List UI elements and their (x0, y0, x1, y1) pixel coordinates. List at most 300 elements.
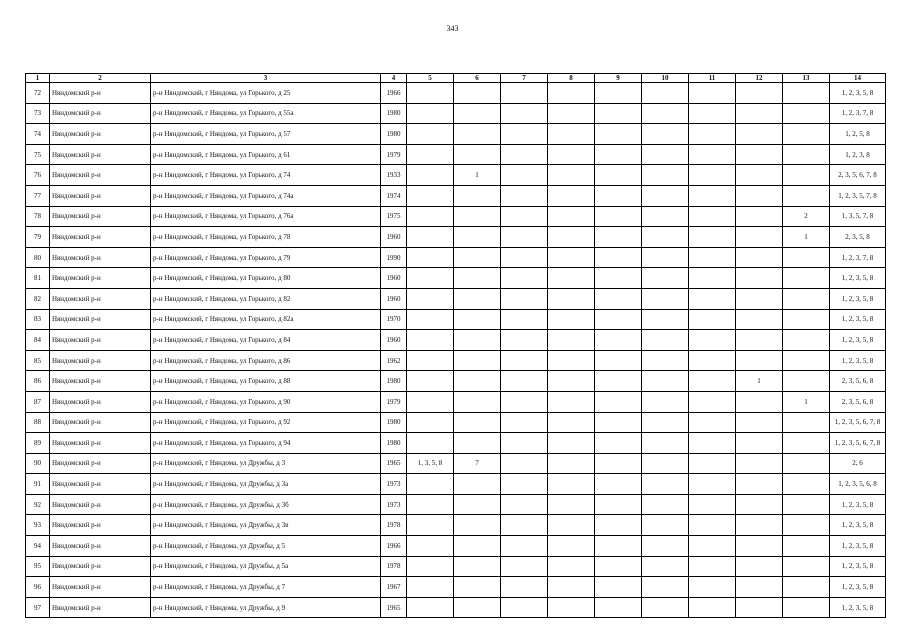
column-header-10: 10 (642, 74, 689, 83)
col11-cell (689, 185, 736, 206)
col7-cell (501, 577, 548, 598)
col8-cell (548, 371, 595, 392)
codes-cell: 1, 2, 3, 5, 7, 8 (830, 185, 886, 206)
col11-cell (689, 391, 736, 412)
col12-cell (736, 83, 783, 104)
col8-cell (548, 556, 595, 577)
codes-cell: 1, 2, 3, 5, 6, 7, 8 (830, 433, 886, 454)
col12-cell (736, 144, 783, 165)
codes-cell: 1, 2, 3, 7, 8 (830, 247, 886, 268)
data-table (25, 73, 886, 618)
codes-cell: 1, 2, 3, 5, 8 (830, 597, 886, 618)
col5-cell (407, 124, 454, 145)
col5-cell (407, 309, 454, 330)
col5-cell (407, 185, 454, 206)
district-cell: Няндомский р-н (50, 227, 151, 248)
col6-cell (454, 124, 501, 145)
col7-cell (501, 227, 548, 248)
col12-cell (736, 494, 783, 515)
col13-cell (783, 288, 830, 309)
address-cell: р-н Няндомский, г Няндома, ул Горького, д 78 (151, 227, 381, 248)
address-cell: р-н Няндомский, г Няндома, ул Горького, д 94 (151, 433, 381, 454)
col7-cell (501, 330, 548, 351)
col11-cell (689, 83, 736, 104)
col9-cell (595, 247, 642, 268)
row-number: 74 (26, 124, 50, 145)
year-cell: 1990 (381, 247, 407, 268)
col8-cell (548, 227, 595, 248)
col13-cell (783, 124, 830, 145)
col9-cell (595, 144, 642, 165)
col13-cell (783, 536, 830, 557)
address-cell: р-н Няндомский, г Няндома, ул Дружбы, д 9 (151, 597, 381, 618)
col11-cell (689, 144, 736, 165)
table-row (26, 227, 886, 248)
row-number: 78 (26, 206, 50, 227)
col6-cell (454, 330, 501, 351)
col13-cell: 1 (783, 391, 830, 412)
col11-cell (689, 206, 736, 227)
col11-cell (689, 350, 736, 371)
col9-cell (595, 206, 642, 227)
col10-cell (642, 371, 689, 392)
col11-cell (689, 288, 736, 309)
column-header-12: 12 (736, 74, 783, 83)
col5-cell (407, 288, 454, 309)
col12-cell (736, 556, 783, 577)
row-number: 95 (26, 556, 50, 577)
col10-cell (642, 185, 689, 206)
column-header-6: 6 (454, 74, 501, 83)
row-number: 77 (26, 185, 50, 206)
page-number: 343 (446, 24, 459, 33)
col5-cell (407, 165, 454, 186)
district-cell: Няндомский р-н (50, 453, 151, 474)
col11-cell (689, 577, 736, 598)
col5-cell (407, 597, 454, 618)
col7-cell (501, 453, 548, 474)
col5-cell: 1, 3, 5, 8 (407, 453, 454, 474)
col12-cell (736, 433, 783, 454)
year-cell: 1980 (381, 412, 407, 433)
col11-cell (689, 515, 736, 536)
col12-cell (736, 391, 783, 412)
column-header-7: 7 (501, 74, 548, 83)
col9-cell (595, 371, 642, 392)
col13-cell (783, 309, 830, 330)
col12-cell (736, 268, 783, 289)
col9-cell (595, 288, 642, 309)
col6-cell (454, 515, 501, 536)
col10-cell (642, 597, 689, 618)
row-number: 96 (26, 577, 50, 598)
year-cell: 1960 (381, 288, 407, 309)
year-cell: 1960 (381, 330, 407, 351)
codes-cell: 1, 2, 3, 5, 8 (830, 556, 886, 577)
district-cell: Няндомский р-н (50, 433, 151, 454)
col12-cell (736, 474, 783, 495)
col13-cell (783, 474, 830, 495)
row-number: 91 (26, 474, 50, 495)
col5-cell (407, 494, 454, 515)
col8-cell (548, 309, 595, 330)
year-cell: 1962 (381, 350, 407, 371)
row-number: 75 (26, 144, 50, 165)
address-cell: р-н Няндомский, г Няндома, ул Дружбы, д 5 (151, 536, 381, 557)
year-cell: 1970 (381, 309, 407, 330)
col11-cell (689, 103, 736, 124)
col6-cell (454, 288, 501, 309)
row-number: 86 (26, 371, 50, 392)
col13-cell (783, 597, 830, 618)
col12-cell (736, 288, 783, 309)
col11-cell (689, 597, 736, 618)
row-number: 84 (26, 330, 50, 351)
col9-cell (595, 124, 642, 145)
col13-cell (783, 515, 830, 536)
col10-cell (642, 103, 689, 124)
col12-cell (736, 103, 783, 124)
col7-cell (501, 371, 548, 392)
col9-cell (595, 309, 642, 330)
col8-cell (548, 350, 595, 371)
col5-cell (407, 412, 454, 433)
column-header-4: 4 (381, 74, 407, 83)
table-row (26, 371, 886, 392)
year-cell: 1973 (381, 474, 407, 495)
col6-cell (454, 206, 501, 227)
year-cell: 1978 (381, 515, 407, 536)
codes-cell: 1, 2, 3, 5, 8 (830, 350, 886, 371)
row-number: 72 (26, 83, 50, 104)
district-cell: Няндомский р-н (50, 83, 151, 104)
codes-cell: 1, 2, 3, 5, 8 (830, 494, 886, 515)
col8-cell (548, 577, 595, 598)
codes-cell: 1, 3, 5, 7, 8 (830, 206, 886, 227)
col6-cell (454, 268, 501, 289)
col7-cell (501, 391, 548, 412)
district-cell: Няндомский р-н (50, 371, 151, 392)
col7-cell (501, 124, 548, 145)
col9-cell (595, 391, 642, 412)
address-cell: р-н Няндомский, г Няндома, ул Горького, д 88 (151, 371, 381, 392)
col7-cell (501, 268, 548, 289)
col8-cell (548, 247, 595, 268)
col12-cell (736, 536, 783, 557)
col12-cell (736, 453, 783, 474)
table-row (26, 309, 886, 330)
col6-cell (454, 227, 501, 248)
col6-cell (454, 83, 501, 104)
col9-cell (595, 227, 642, 248)
year-cell: 1975 (381, 206, 407, 227)
col7-cell (501, 433, 548, 454)
col9-cell (595, 103, 642, 124)
col11-cell (689, 309, 736, 330)
year-cell: 1966 (381, 83, 407, 104)
year-cell: 1980 (381, 371, 407, 392)
table-row (26, 536, 886, 557)
col10-cell (642, 494, 689, 515)
col5-cell (407, 536, 454, 557)
address-cell: р-н Няндомский, г Няндома, ул Дружбы, д 3 (151, 453, 381, 474)
codes-cell: 1, 2, 5, 8 (830, 124, 886, 145)
col13-cell (783, 556, 830, 577)
address-cell: р-н Няндомский, г Няндома, ул Дружбы, д 3б (151, 494, 381, 515)
address-cell: р-н Няндомский, г Няндома, ул Горького, д 61 (151, 144, 381, 165)
col7-cell (501, 474, 548, 495)
col9-cell (595, 515, 642, 536)
col13-cell (783, 144, 830, 165)
col13-cell (783, 494, 830, 515)
col8-cell (548, 515, 595, 536)
col6-cell (454, 144, 501, 165)
col6-cell (454, 412, 501, 433)
row-number: 87 (26, 391, 50, 412)
col12-cell (736, 330, 783, 351)
col9-cell (595, 597, 642, 618)
col7-cell (501, 536, 548, 557)
col11-cell (689, 227, 736, 248)
col7-cell (501, 144, 548, 165)
year-cell: 1980 (381, 433, 407, 454)
row-number: 81 (26, 268, 50, 289)
address-cell: р-н Няндомский, г Няндома, ул Горького, д 80 (151, 268, 381, 289)
table-row (26, 391, 886, 412)
district-cell: Няндомский р-н (50, 556, 151, 577)
table-row (26, 206, 886, 227)
codes-cell: 1, 2, 3, 5, 8 (830, 515, 886, 536)
col13-cell (783, 412, 830, 433)
col10-cell (642, 556, 689, 577)
col5-cell (407, 350, 454, 371)
col11-cell (689, 124, 736, 145)
col5-cell (407, 330, 454, 351)
col7-cell (501, 247, 548, 268)
col8-cell (548, 536, 595, 557)
column-header-11: 11 (689, 74, 736, 83)
column-header-1: 1 (26, 74, 50, 83)
col8-cell (548, 124, 595, 145)
header-row (26, 74, 886, 83)
col13-cell (783, 577, 830, 598)
table-row (26, 268, 886, 289)
col11-cell (689, 268, 736, 289)
col7-cell (501, 597, 548, 618)
col9-cell (595, 556, 642, 577)
col11-cell (689, 247, 736, 268)
col11-cell (689, 330, 736, 351)
codes-cell: 1, 2, 3, 5, 6, 7, 8 (830, 412, 886, 433)
column-header-2: 2 (50, 74, 151, 83)
table-row (26, 453, 886, 474)
col10-cell (642, 536, 689, 557)
col7-cell (501, 103, 548, 124)
col8-cell (548, 597, 595, 618)
table-row (26, 103, 886, 124)
col5-cell (407, 474, 454, 495)
col8-cell (548, 474, 595, 495)
address-cell: р-н Няндомский, г Няндома, ул Горького, д 82 (151, 288, 381, 309)
year-cell: 1979 (381, 144, 407, 165)
col9-cell (595, 268, 642, 289)
table-row (26, 515, 886, 536)
table-row (26, 577, 886, 598)
col13-cell (783, 165, 830, 186)
col9-cell (595, 433, 642, 454)
col12-cell (736, 309, 783, 330)
col8-cell (548, 185, 595, 206)
col13-cell (783, 350, 830, 371)
table-row (26, 474, 886, 495)
col10-cell (642, 330, 689, 351)
codes-cell: 1, 2, 3, 5, 8 (830, 577, 886, 598)
col8-cell (548, 330, 595, 351)
district-cell: Няндомский р-н (50, 350, 151, 371)
district-cell: Няндомский р-н (50, 515, 151, 536)
col10-cell (642, 247, 689, 268)
address-cell: р-н Няндомский, г Няндома, ул Горького, д 57 (151, 124, 381, 145)
codes-cell: 1, 2, 3, 5, 8 (830, 83, 886, 104)
col10-cell (642, 83, 689, 104)
col12-cell (736, 206, 783, 227)
codes-cell: 2, 6 (830, 453, 886, 474)
year-cell: 1980 (381, 124, 407, 145)
col7-cell (501, 185, 548, 206)
col12-cell (736, 227, 783, 248)
year-cell: 1965 (381, 597, 407, 618)
year-cell: 1979 (381, 391, 407, 412)
row-number: 82 (26, 288, 50, 309)
address-cell: р-н Няндомский, г Няндома, ул Горького, д 74а (151, 185, 381, 206)
address-cell: р-н Няндомский, г Няндома, ул Дружбы, д 7 (151, 577, 381, 598)
col7-cell (501, 165, 548, 186)
col6-cell (454, 536, 501, 557)
col11-cell (689, 494, 736, 515)
address-cell: р-н Няндомский, г Няндома, ул Горького, д 25 (151, 83, 381, 104)
col10-cell (642, 309, 689, 330)
col8-cell (548, 494, 595, 515)
address-cell: р-н Няндомский, г Няндома, ул Горького, д 82а (151, 309, 381, 330)
year-cell: 1980 (381, 103, 407, 124)
row-number: 85 (26, 350, 50, 371)
col13-cell (783, 330, 830, 351)
col7-cell (501, 350, 548, 371)
table-row (26, 124, 886, 145)
year-cell: 1933 (381, 165, 407, 186)
col6-cell (454, 247, 501, 268)
district-cell: Няндомский р-н (50, 536, 151, 557)
col8-cell (548, 391, 595, 412)
district-cell: Няндомский р-н (50, 103, 151, 124)
row-number: 94 (26, 536, 50, 557)
col13-cell (783, 185, 830, 206)
table-row (26, 556, 886, 577)
codes-cell: 1, 2, 3, 5, 6, 8 (830, 474, 886, 495)
col13-cell (783, 83, 830, 104)
year-cell: 1974 (381, 185, 407, 206)
district-cell: Няндомский р-н (50, 144, 151, 165)
codes-cell: 1, 2, 3, 5, 8 (830, 536, 886, 557)
col12-cell: 1 (736, 371, 783, 392)
address-cell: р-н Няндомский, г Няндома, ул Горького, д 86 (151, 350, 381, 371)
col10-cell (642, 412, 689, 433)
col12-cell (736, 124, 783, 145)
district-cell: Няндомский р-н (50, 391, 151, 412)
col8-cell (548, 144, 595, 165)
col12-cell (736, 515, 783, 536)
year-cell: 1973 (381, 494, 407, 515)
col6-cell (454, 433, 501, 454)
col8-cell (548, 83, 595, 104)
col5-cell (407, 556, 454, 577)
address-cell: р-н Няндомский, г Няндома, ул Горького, д 74 (151, 165, 381, 186)
year-cell: 1960 (381, 268, 407, 289)
col10-cell (642, 350, 689, 371)
col10-cell (642, 165, 689, 186)
col5-cell (407, 577, 454, 598)
col10-cell (642, 453, 689, 474)
col7-cell (501, 288, 548, 309)
table-row (26, 247, 886, 268)
col10-cell (642, 227, 689, 248)
col12-cell (736, 597, 783, 618)
col13-cell: 1 (783, 227, 830, 248)
row-number: 90 (26, 453, 50, 474)
codes-cell: 1, 2, 3, 8 (830, 144, 886, 165)
col6-cell (454, 103, 501, 124)
codes-cell: 2, 3, 5, 6, 8 (830, 371, 886, 392)
district-cell: Няндомский р-н (50, 288, 151, 309)
district-cell: Няндомский р-н (50, 165, 151, 186)
col5-cell (407, 515, 454, 536)
address-cell: р-н Няндомский, г Няндома, ул Дружбы, д 5а (151, 556, 381, 577)
col10-cell (642, 515, 689, 536)
col11-cell (689, 165, 736, 186)
column-header-3: 3 (151, 74, 381, 83)
table-row (26, 288, 886, 309)
col8-cell (548, 412, 595, 433)
col13-cell: 2 (783, 206, 830, 227)
col8-cell (548, 288, 595, 309)
column-header-9: 9 (595, 74, 642, 83)
col10-cell (642, 433, 689, 454)
col5-cell (407, 247, 454, 268)
district-cell: Няндомский р-н (50, 185, 151, 206)
col9-cell (595, 350, 642, 371)
col5-cell (407, 227, 454, 248)
district-cell: Няндомский р-н (50, 309, 151, 330)
column-header-5: 5 (407, 74, 454, 83)
col6-cell (454, 597, 501, 618)
col6-cell (454, 556, 501, 577)
district-cell: Няндомский р-н (50, 577, 151, 598)
col6-cell (454, 185, 501, 206)
col7-cell (501, 412, 548, 433)
col12-cell (736, 165, 783, 186)
col6-cell (454, 309, 501, 330)
col12-cell (736, 350, 783, 371)
codes-cell: 1, 2, 3, 7, 8 (830, 103, 886, 124)
table-row (26, 433, 886, 454)
col6-cell (454, 577, 501, 598)
column-header-13: 13 (783, 74, 830, 83)
table-row (26, 144, 886, 165)
codes-cell: 1, 2, 3, 5, 8 (830, 268, 886, 289)
col9-cell (595, 185, 642, 206)
district-cell: Няндомский р-н (50, 330, 151, 351)
col7-cell (501, 309, 548, 330)
